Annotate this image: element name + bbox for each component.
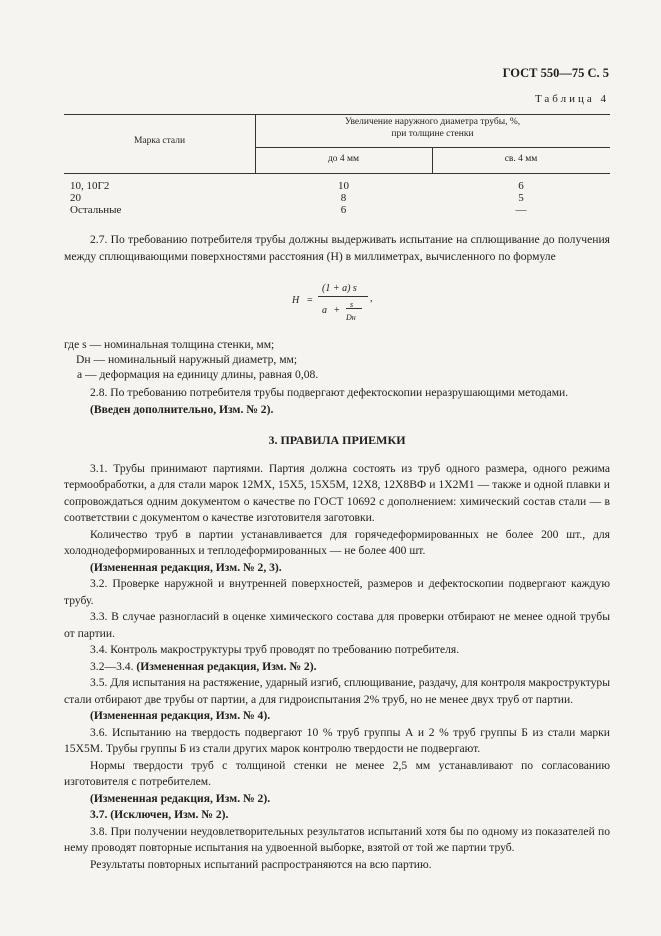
def-s: где s — номинальная толщина стенки, мм; (64, 338, 275, 351)
amendment-note: (Измененная редакция, Изм. № 2). (136, 659, 317, 673)
paragraph-3-8: 3.8. При получении неудовлетворительных результатов испытаний хотя бы по одному из показателей по нему проводят повторные испытания на удвоенной выборке, взятой от той же партии труб. (64, 824, 610, 854)
formula (64, 271, 610, 329)
amendment-note: (Введен дополнительно, Изм. № 2). (90, 402, 274, 416)
group-header-line1: Увеличение наружного диаметра трубы, %, (344, 117, 521, 127)
amendment-note: (Измененная редакция, Изм. № 2, 3). (90, 560, 282, 574)
formula-den-plus: + (334, 305, 340, 316)
formula-numerator: (1 + a) s (322, 283, 357, 294)
col-upto4-header: до 4 мм (327, 154, 360, 164)
group-header-line2: при толщине стенки (391, 129, 474, 139)
paragraph-3-5: 3.5. Для испытания на растяжение, ударный изгиб, сплющивание, раздачу, для контроля макроструктуры стали отбирают две трубы от партии, а для гидроиспытания 2% труб, но не менее двух труб от партии. (64, 676, 610, 706)
table-label: Таблица 4 (534, 93, 609, 105)
paragraph-2-7: 2.7. По требованию потребителя трубы должны выдерживать испытание на сплющивание до получения между сплющивающими поверхностями расстояния (H) в миллиметрах, вычисленного по формуле (64, 233, 610, 263)
table-row-grade: Остальные (70, 204, 122, 216)
formula-main-fraction-bar (318, 296, 368, 297)
section-title: 3. ПРАВИЛА ПРИЕМКИ (268, 433, 406, 447)
formula-den-s: s (350, 300, 354, 309)
table-row-over4: — (515, 204, 527, 216)
amendment-note: (Измененная редакция, Изм. № 2). (90, 791, 271, 805)
table-row-over4: 6 (518, 180, 524, 192)
formula-equals: = (307, 295, 313, 306)
paragraph-3-1: 3.1. Трубы принимают партиями. Партия должна состоять из труб одного размера, одного режима термообработки, а для стали марок 12МХ, 15Х5, 15Х5М, 12Х8, 12Х8ВФ и 1Х2М1 — также и одной плавки и сопровождаться одним документом о качестве по ГОСТ 10692 с дополнением: химический состав стали — в соответствии с документом о качестве изготовителя заготовки. (64, 461, 610, 524)
formula-den-a: a (322, 305, 327, 316)
col-over4-header: св. 4 мм (504, 154, 538, 164)
paragraph-3-7: 3.7. (Исключен, Изм. № 2). (90, 808, 229, 821)
table-top-rule (64, 114, 610, 115)
paragraph-3-2: 3.2. Проверке наружной и внутренней поверхностей, размеров и дефектоскопии подвергают каждую трубу. (64, 577, 610, 607)
paragraph-3-6-b: Нормы твердости труб с толщиной стенки не менее 2,5 мм устанавливают по согласованию изготовителя с потребителем. (64, 758, 610, 788)
amendment-note: (Измененная редакция, Изм. № 4). (90, 709, 271, 722)
table-row-grade: 10, 10Г2 (70, 180, 110, 192)
definitions (64, 337, 610, 385)
table-header-rule (64, 173, 610, 174)
paragraph-3-1-b: Количество труб в партии устанавливается для горячедеформированных не более 200 шт., для холоднодеформированных и теплодеформированных — не более 400 шт. (64, 527, 610, 557)
formula-comma: , (370, 293, 373, 304)
table-row-grade: 20 (70, 192, 81, 204)
paragraph-3-3: 3.3. В случае разногласий в оценке химического состава для проверки отбирают не менее одной трубы от партии. (64, 610, 610, 640)
formula-den-dn: Dн (346, 313, 356, 322)
paragraph-3-6: 3.6. Испытанию на твердость подвергают 10 % труб группы А и 2 % труб группы Б из стали марки 15Х5М. Трубы группы Б из стали других марок контролю твердости не подвергают. (64, 725, 610, 755)
page-header: ГОСТ 550—75 С. 5 (502, 66, 609, 80)
table-row-over4: 5 (518, 192, 524, 204)
formula-lhs: H (292, 295, 300, 306)
paragraph-3-2-3-4-note (64, 659, 610, 676)
col-grade-header: Марка стали (133, 136, 186, 146)
def-dn: Dн — номинальный наружный диаметр, мм; (76, 353, 298, 366)
def-a: a — деформация на единицу длины, равная 0,08. (77, 368, 319, 381)
paragraph-2-8: 2.8. По требованию потребителя трубы подвергают дефектоскопии неразрушающими методами. (90, 386, 569, 399)
table-4 (64, 114, 610, 219)
paragraph-3-4: 3.4. Контроль макроструктуры труб проводят по требованию потребителя. (90, 643, 460, 656)
paragraph-3-8-b: Результаты повторных испытаний распространяются на всю партию. (90, 857, 432, 871)
table-row-upto4: 10 (338, 180, 349, 192)
formula-inner-fraction-bar (346, 308, 362, 309)
table-row-upto4: 6 (340, 204, 347, 216)
paragraph-number: 3.2—3.4. (90, 659, 134, 673)
table-row-upto4: 8 (340, 192, 347, 204)
document-body (64, 232, 610, 873)
